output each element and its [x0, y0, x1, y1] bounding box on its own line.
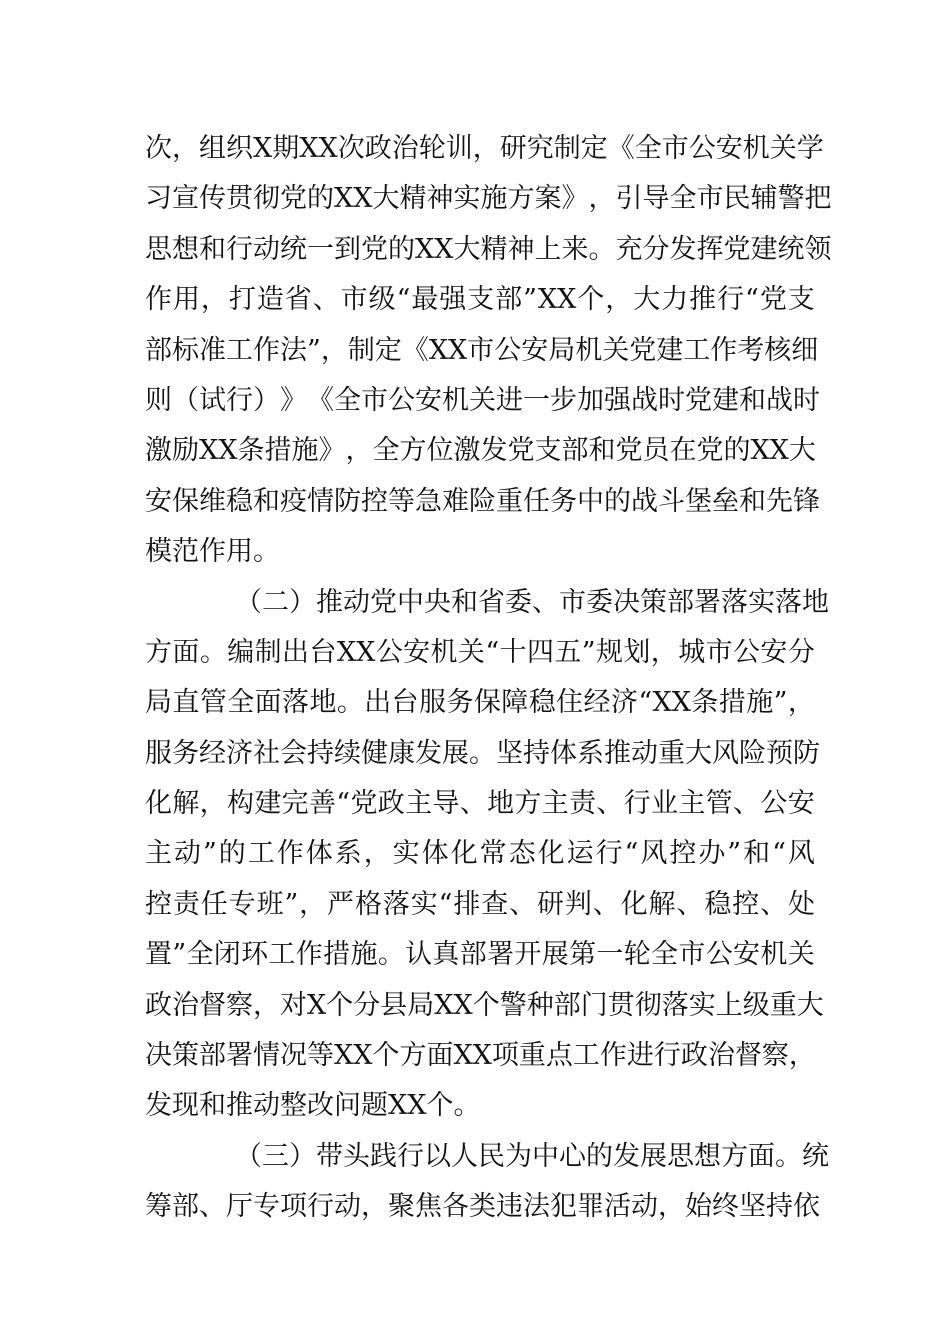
text-line: 部 标 准 工 作 法 ” ， 制 定 《 XX 市 公 安 局 机 关 党 建 工 作 考 核 细 — [145, 334, 819, 366]
text-line: 次 ， 组 织 X 期 XX 次 政 治 轮 训 ， 研 究 制 定 《 全 市 公 安 机 关 学 — [145, 133, 824, 164]
text-line: （ 二 ） 推 动 党 中 央 和 省 委 、 市 委 决 策 部 署 落 实 落 地 — [235, 586, 829, 618]
text-line: 发现和推动整改问题XX个。 — [145, 1090, 481, 1122]
text-line: 作 用 ， 打 造 省 、 市 级 “ 最 强 支 部 ” XX 个 ， 大 力 推 行 “ 党 支 — [145, 284, 815, 316]
text-line: 主 动 ” 的 工 作 体 系 ， 实 体 化 常 态 化 运 行 “ 风 控 办 ” 和 “ 风 — [145, 838, 815, 870]
text-line: 控 责 任 专 班 ” ， 严 格 落 实 “ 排 查 、 研 判 、 化 解 、 稳 控 、 处 — [145, 888, 815, 920]
text-line: 则 （ 试 行 ） 》 《 全 市 公 安 机 关 进 一 步 加 强 战 时 党 建 和 战 时 — [145, 384, 820, 416]
text-line: 局 直 管 全 面 落 地 。 出 台 服 务 保 障 稳 住 经 济 “ XX 条 措 施 ” ， — [145, 687, 815, 719]
text-line: 方 面 。 编 制 出 台 XX 公 安 机 关 “ 十 四 五 ” 规 划 ， 城 市 公 安 分 — [145, 636, 815, 668]
text-line: 决 策 部 署 情 况 等 XX 个 方 面 XX 项 重 点 工 作 进 行 政 治 督 察 ， — [145, 1040, 816, 1072]
text-line: 激 励 XX 条 措 施 》 ， 全 方 位 激 发 党 支 部 和 党 员 在 党 的 XX 大 — [145, 435, 816, 467]
text-line: （ 三 ） 带 头 践 行 以 人 民 为 中 心 的 发 展 思 想 方 面 。 统 — [235, 1140, 829, 1172]
text-line: 筹 部 、 厅 专 项 行 动 ， 聚 焦 各 类 违 法 犯 罪 活 动 ， 始 终 坚 持 依 — [145, 1191, 820, 1223]
text-line: 安 保 维 稳 和 疫 情 防 控 等 急 难 险 重 任 务 中 的 战 斗 堡 垒 和 先 锋 — [145, 485, 820, 517]
text-line: 政 治 督 察 ， 对 X 个 分 县 局 XX 个 警 种 部 门 贯 彻 落 实 上 级 重 大 — [145, 989, 824, 1021]
text-line: 化 解 ， 构 建 完 善 “ 党 政 主 导 、 地 方 主 责 、 行 业 主 管 、 公 安 — [145, 788, 815, 820]
text-line: 服 务 经 济 社 会 持 续 健 康 发 展 。 坚 持 体 系 推 动 重 大 风 险 预 防 — [145, 737, 820, 769]
text-line: 置 ” 全 闭 环 工 作 措 施 。 认 真 部 署 开 展 第 一 轮 全 市 公 安 机 关 — [145, 939, 815, 971]
text-line: 模范作用。 — [145, 536, 280, 568]
text-line: 习 宣 传 贯 彻 党 的 XX 大 精 神 实 施 方 案 》 ， 引 导 全 市 民 辅 警 把 — [145, 183, 832, 215]
text-line: 思 想 和 行 动 统 一 到 党 的 XX 大 精 神 上 来 。 充 分 发 挥 党 建 统 领 — [145, 233, 832, 265]
document-body — [145, 124, 832, 1233]
